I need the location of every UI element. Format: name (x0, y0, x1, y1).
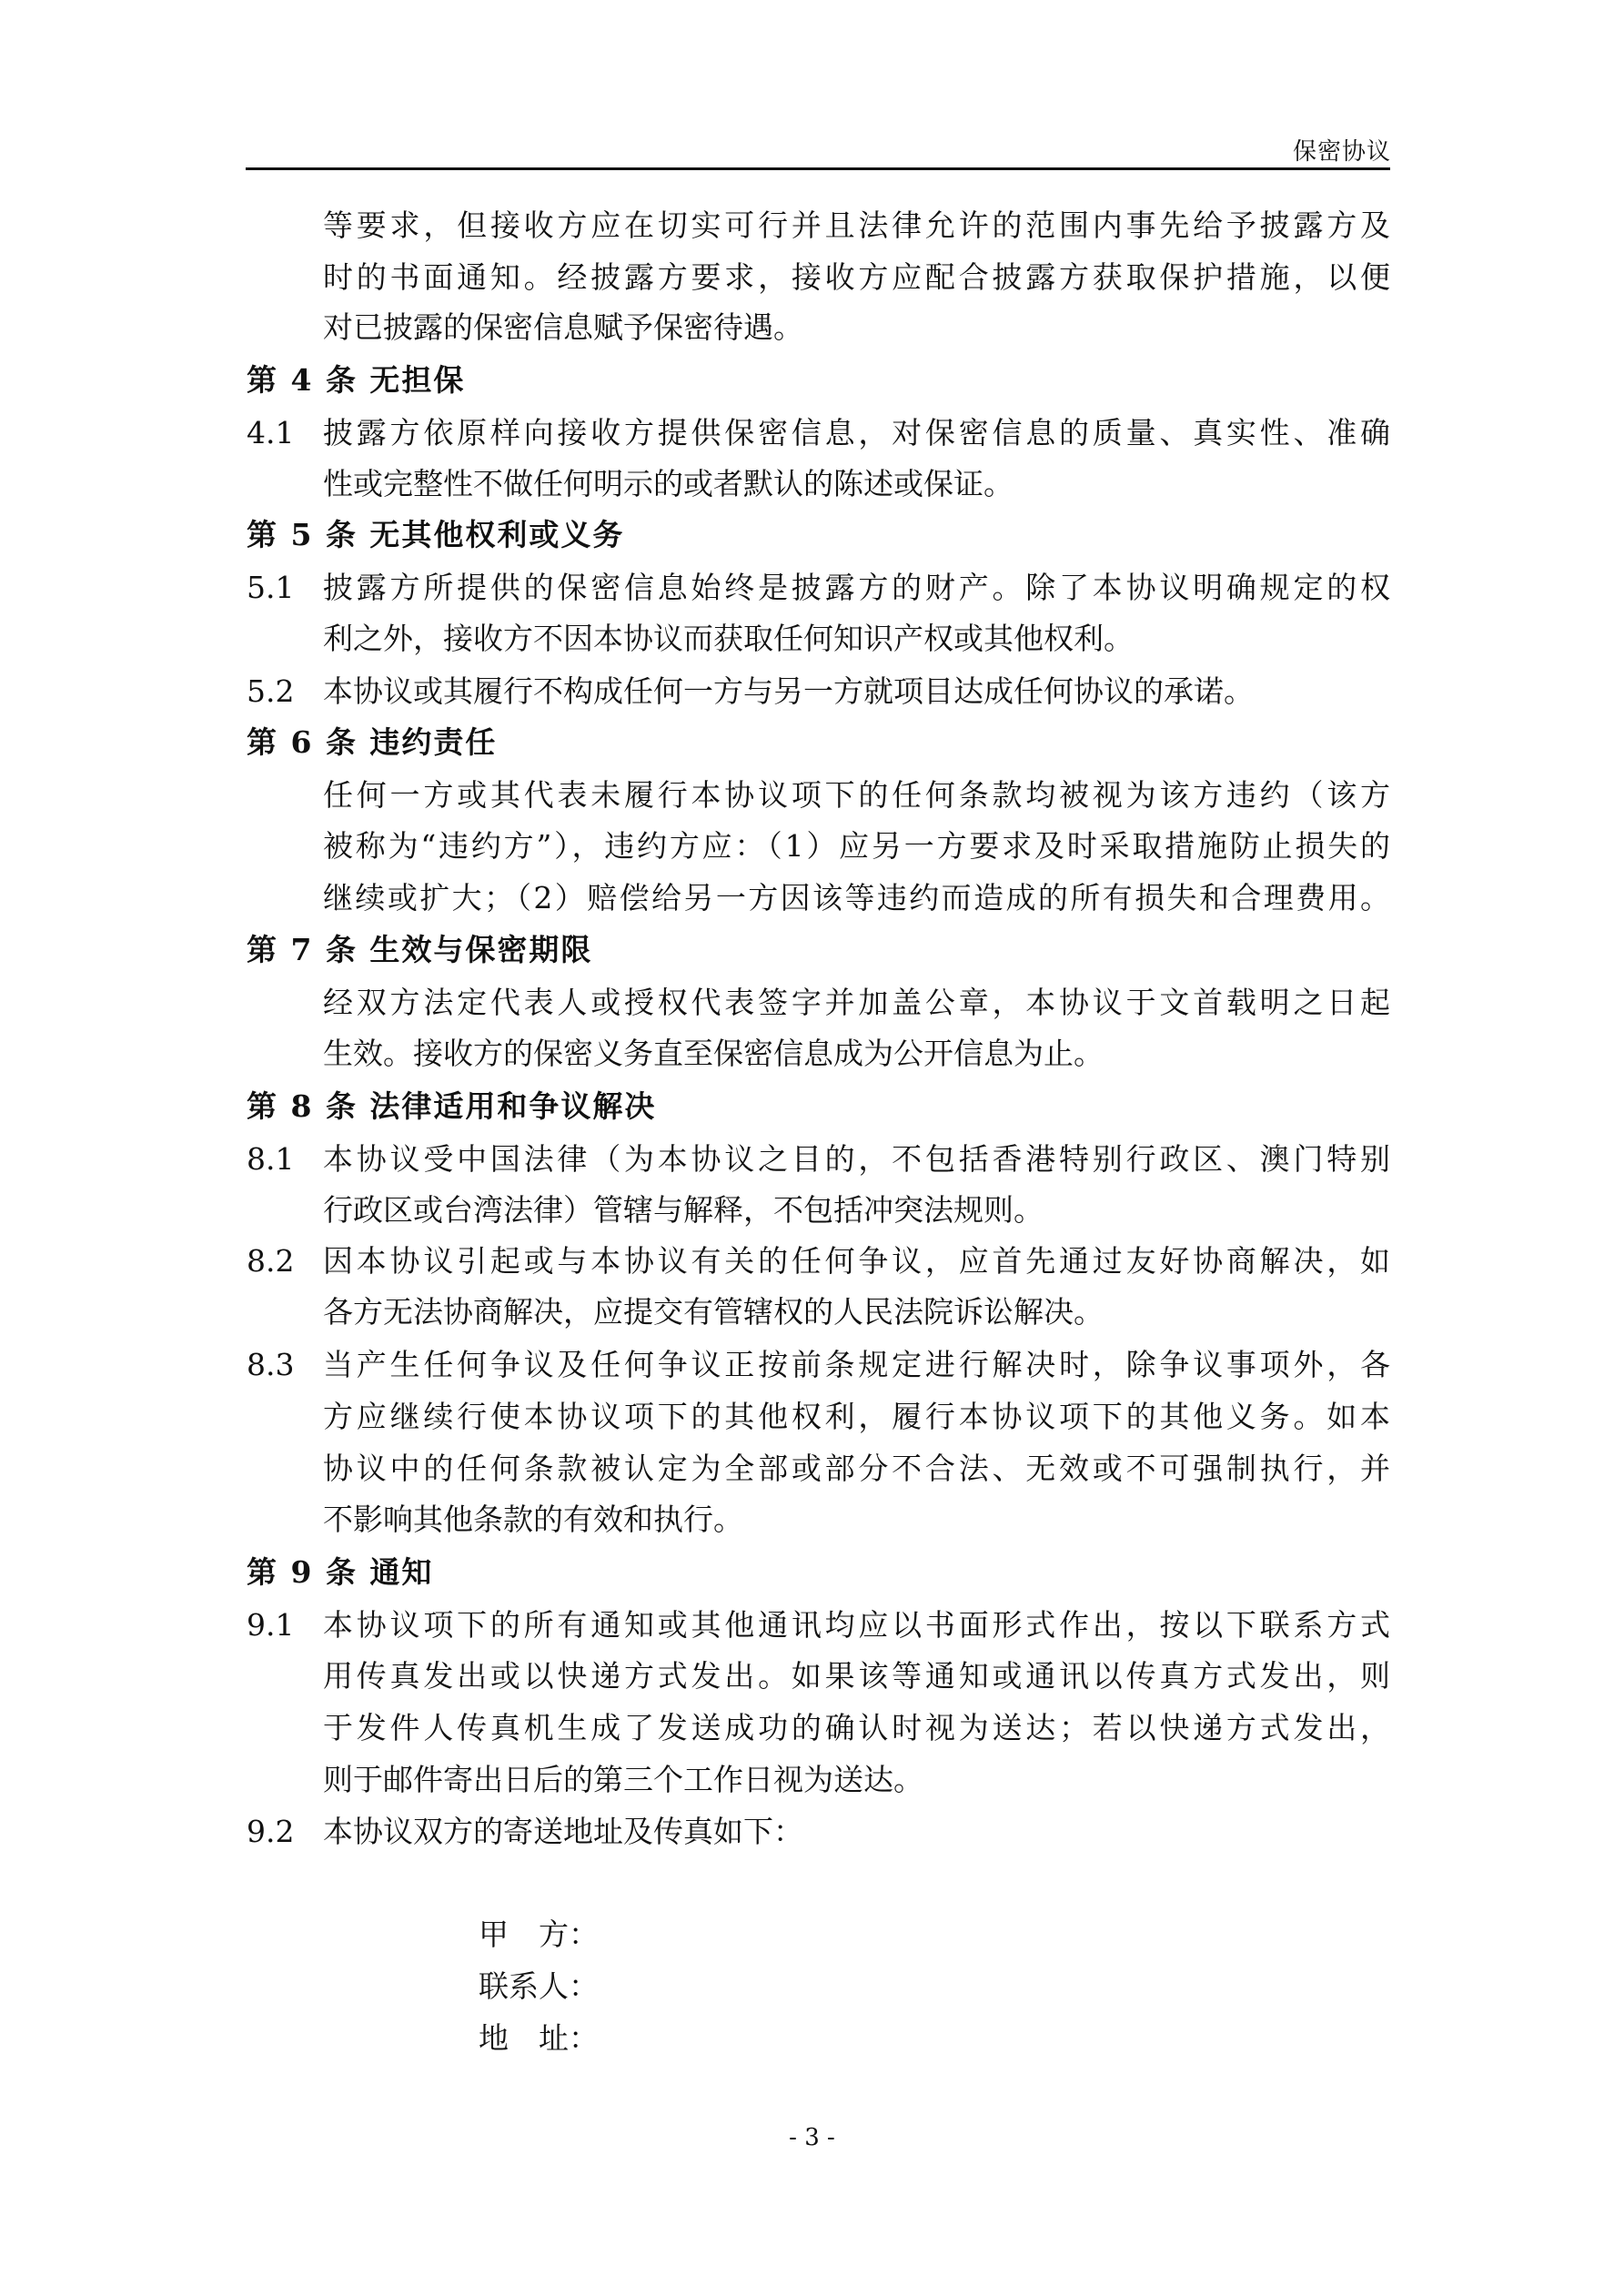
clause-number: 9.2 (247, 1814, 295, 1849)
clause-line: 则于邮件寄出日后的第三个工作日视为送达。 (323, 1762, 923, 1797)
clause-number: 9.1 (247, 1607, 295, 1643)
clause-line: 本协议或其履行不构成任何一方与另一方就项目达成任何协议的承诺。 (323, 673, 1254, 709)
clause-line: 行政区或台湾法律）管辖与解释，不包括冲突法规则。 (323, 1192, 1044, 1228)
clause-line: 于发件人传真机生成了发送成功的确认时视为送达；若以快递方式发出， (323, 1710, 1390, 1745)
contact-label: 联系人： (479, 1968, 599, 2004)
clause-line: 经双方法定代表人或授权代表签字并加盖公章，本协议于文首载明之日起 (323, 985, 1390, 1020)
clause-line: 继续或扩大；（2）赔偿给另一方因该等违约而造成的所有损失和合理费用。 (323, 880, 1390, 915)
header-title: 保密协议 (1292, 138, 1391, 166)
clause-line: 本协议项下的所有通知或其他通讯均应以书面形式作出，按以下联系方式 (323, 1607, 1390, 1643)
article-6-heading: 第 6 条 违约责任 (247, 724, 498, 760)
clause-line: 用传真发出或以快递方式发出。如果该等通知或通讯以传真方式发出，则 (323, 1658, 1390, 1694)
clause-number: 5.1 (247, 570, 295, 605)
party-a-label: 甲 方： (479, 1917, 599, 1952)
clause-number: 5.2 (247, 673, 295, 709)
clause-line: 本协议受中国法律（为本协议之目的，不包括香港特别行政区、澳门特别 (323, 1141, 1390, 1177)
header-divider (246, 167, 1390, 170)
clause-line: 本协议双方的寄送地址及传真如下： (323, 1814, 803, 1849)
clause-number: 8.3 (247, 1347, 295, 1382)
clause-line: 披露方依原样向接收方提供保密信息，对保密信息的质量、真实性、准确 (323, 415, 1390, 450)
clause-number: 4.1 (247, 415, 295, 450)
clause-line: 当产生任何争议及任何争议正按前条规定进行解决时，除争议事项外，各 (323, 1347, 1390, 1382)
article-8-heading: 第 8 条 法律适用和争议解决 (247, 1088, 657, 1124)
clause-line: 协议中的任何条款被认定为全部或部分不合法、无效或不可强制执行，并 (323, 1451, 1390, 1486)
clause-line: 不影响其他条款的有效和执行。 (323, 1502, 743, 1537)
article-7-heading: 第 7 条 生效与保密期限 (247, 932, 593, 967)
clause-line: 生效。接收方的保密义务直至保密信息成为公开信息为止。 (323, 1036, 1104, 1071)
continuation-line: 时的书面通知。经披露方要求，接收方应配合披露方获取保护措施，以便 (323, 259, 1390, 295)
clause-line: 披露方所提供的保密信息始终是披露方的财产。除了本协议明确规定的权 (323, 570, 1390, 605)
clause-line: 被称为“违约方”），违约方应：（1）应另一方要求及时采取措施防止损失的 (323, 828, 1390, 864)
clause-number: 8.1 (247, 1141, 295, 1177)
continuation-line: 等要求，但接收方应在切实可行并且法律允许的范围内事先给予披露方及 (323, 207, 1390, 243)
clause-line: 各方无法协商解决，应提交有管辖权的人民法院诉讼解决。 (323, 1294, 1104, 1330)
article-5-heading: 第 5 条 无其他权利或义务 (247, 517, 625, 552)
article-4-heading: 第 4 条 无担保 (247, 362, 466, 398)
article-9-heading: 第 9 条 通知 (247, 1554, 434, 1590)
clause-line: 利之外，接收方不因本协议而获取任何知识产权或其他权利。 (323, 621, 1134, 656)
clause-line: 任何一方或其代表未履行本协议项下的任何条款均被视为该方违约（该方 (323, 777, 1390, 813)
page-number: - 3 - (789, 2124, 835, 2151)
continuation-line: 对已披露的保密信息赋予保密待遇。 (323, 309, 803, 345)
clause-line: 性或完整性不做任何明示的或者默认的陈述或保证。 (323, 466, 1014, 501)
clause-line: 因本协议引起或与本协议有关的任何争议，应首先通过友好协商解决，如 (323, 1243, 1390, 1279)
address-label: 地 址： (479, 2020, 599, 2056)
clause-line: 方应继续行使本协议项下的其他权利，履行本协议项下的其他义务。如本 (323, 1399, 1390, 1434)
clause-number: 8.2 (247, 1243, 295, 1279)
